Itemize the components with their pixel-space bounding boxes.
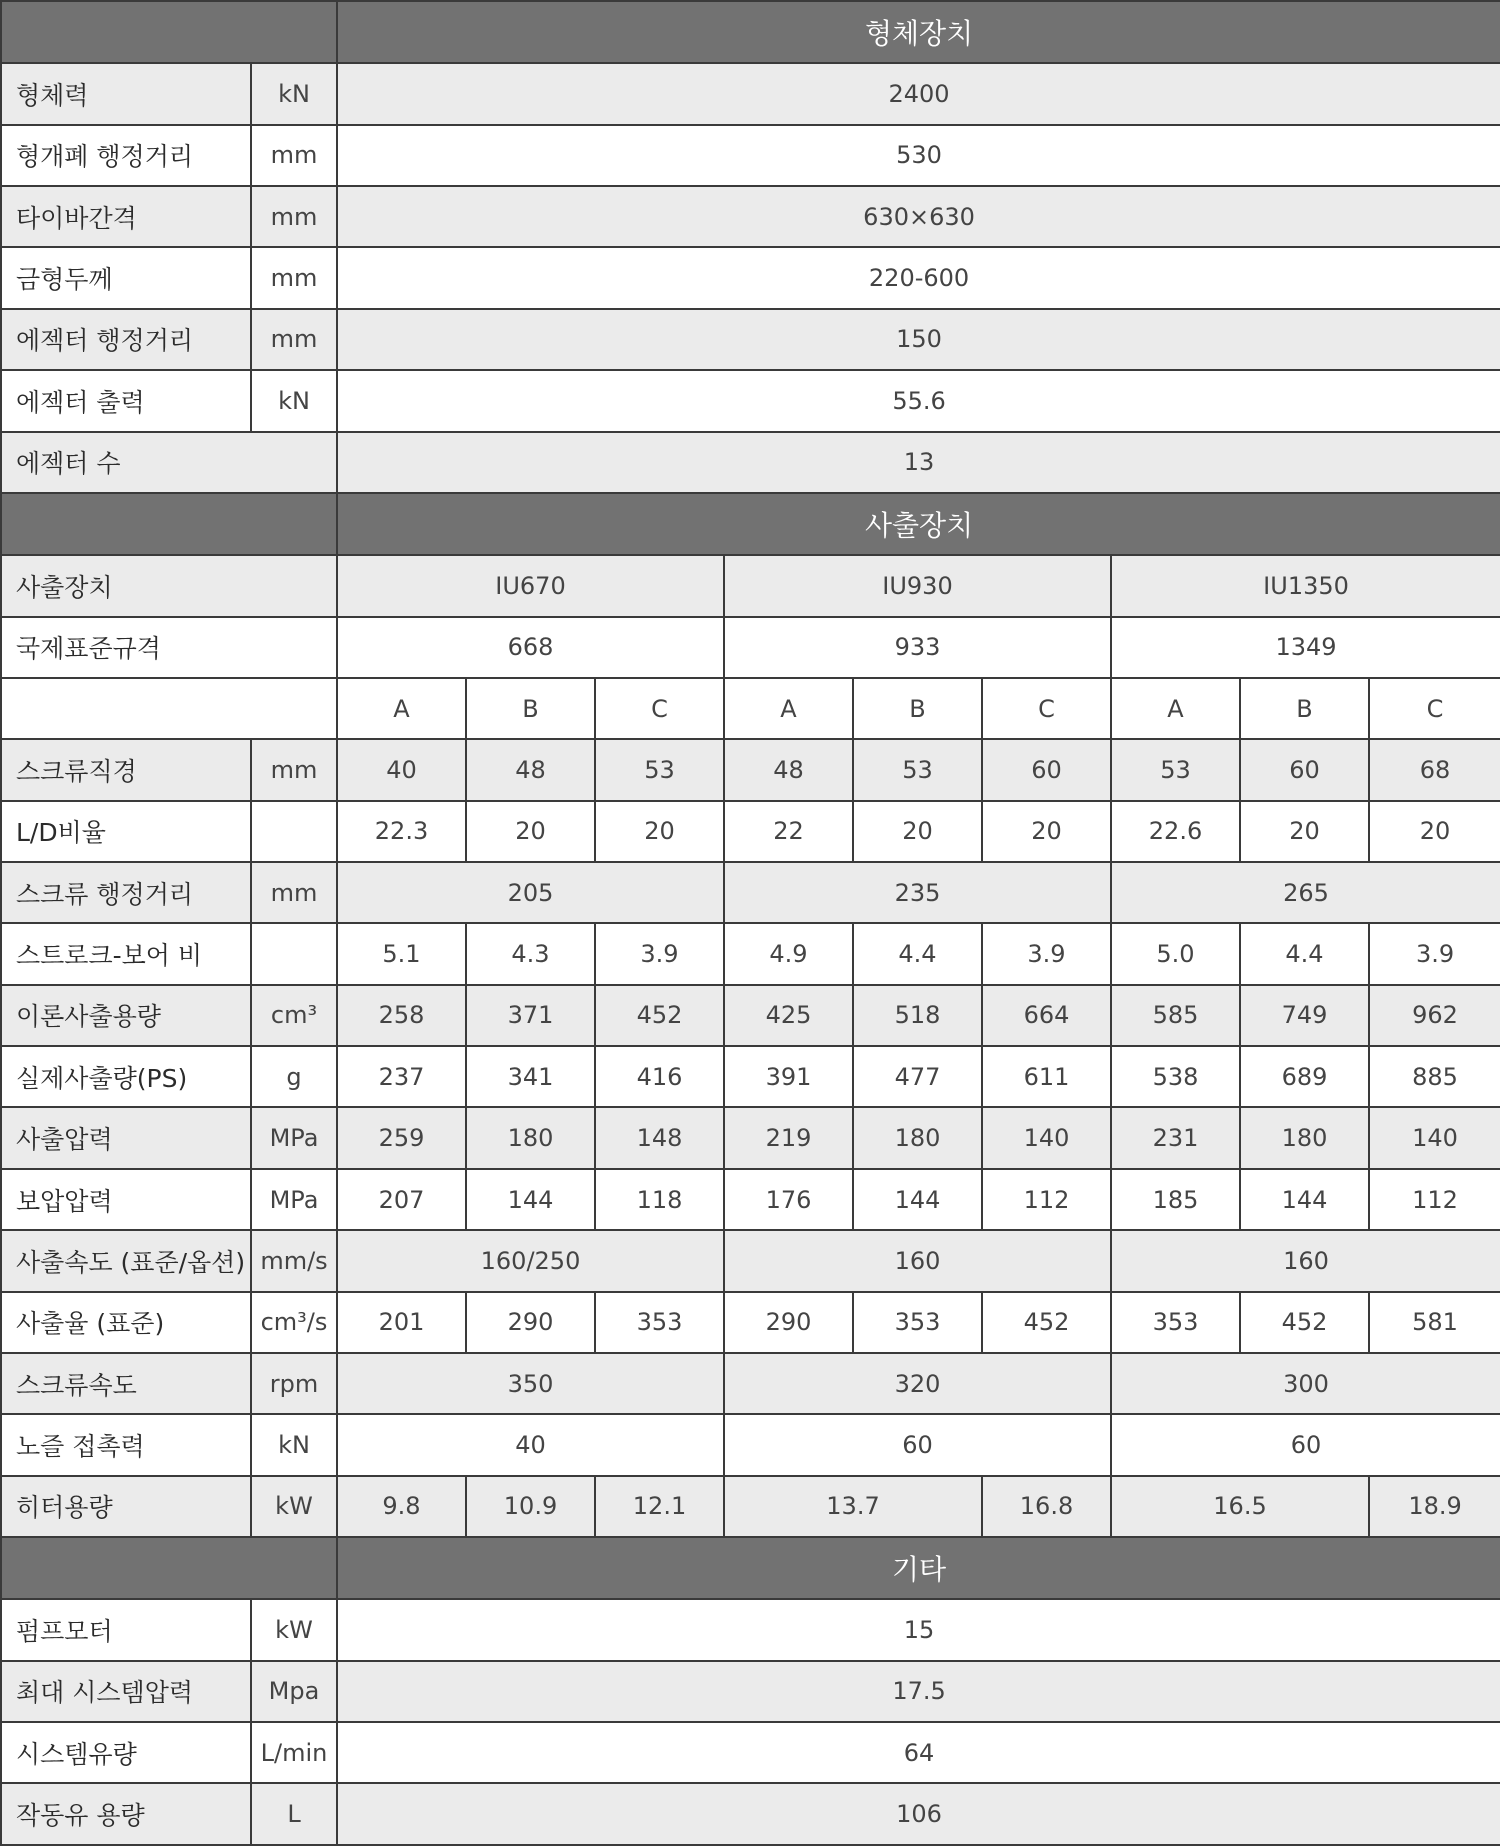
screw-type: C — [1369, 678, 1500, 739]
row-value: 630×630 — [337, 186, 1500, 247]
cell-value: 416 — [595, 1046, 724, 1107]
cell-value: 112 — [982, 1169, 1111, 1230]
row-unit: kW — [251, 1599, 337, 1660]
table-row — [1, 1169, 1500, 1230]
section-header-row — [1, 1537, 1500, 1599]
screw-type-blank — [1, 678, 337, 739]
cell-value: 60 — [982, 739, 1111, 800]
cell-value: 962 — [1369, 985, 1500, 1046]
row-unit: rpm — [251, 1353, 337, 1414]
table-row — [1, 125, 1500, 186]
row-label: 사출율 (표준) — [1, 1292, 251, 1353]
table-row — [1, 1046, 1500, 1107]
screw-type: A — [724, 678, 853, 739]
cell-value: 60 — [724, 1414, 1111, 1475]
cell-value: 3.9 — [595, 923, 724, 984]
row-label: 타이바간격 — [1, 186, 251, 247]
row-unit: mm/s — [251, 1230, 337, 1291]
table-row — [1, 985, 1500, 1046]
row-value: 13 — [337, 432, 1500, 493]
cell-value: 20 — [982, 801, 1111, 862]
table-row — [1, 1414, 1500, 1475]
row-unit: cm³ — [251, 985, 337, 1046]
row-value: 17.5 — [337, 1661, 1500, 1722]
row-unit: mm — [251, 309, 337, 370]
row-label: 이론사출용량 — [1, 985, 251, 1046]
cell-value: 477 — [853, 1046, 982, 1107]
section-header-blank — [1, 1537, 337, 1599]
row-unit: MPa — [251, 1107, 337, 1168]
cell-value: 22.3 — [337, 801, 466, 862]
cell-value: 290 — [724, 1292, 853, 1353]
cell-value: 180 — [466, 1107, 595, 1168]
cell-value: 22 — [724, 801, 853, 862]
row-label: 실제사출량(PS) — [1, 1046, 251, 1107]
cell-value: 3.9 — [1369, 923, 1500, 984]
row-label: 형개폐 행정거리 — [1, 125, 251, 186]
table-row — [1, 1661, 1500, 1722]
cell-value: 20 — [853, 801, 982, 862]
row-value: 150 — [337, 309, 1500, 370]
cell-value: 749 — [1240, 985, 1369, 1046]
cell-value: 16.8 — [982, 1476, 1111, 1537]
injection-unit-model: IU670 — [337, 555, 724, 616]
cell-value: 300 — [1111, 1353, 1500, 1414]
cell-value: 144 — [466, 1169, 595, 1230]
table-row — [1, 862, 1500, 923]
cell-value: 207 — [337, 1169, 466, 1230]
table-row — [1, 1722, 1500, 1783]
row-label: 에젝터 수 — [1, 432, 337, 493]
row-label: 작동유 용량 — [1, 1783, 251, 1845]
cell-value: 585 — [1111, 985, 1240, 1046]
cell-value: 538 — [1111, 1046, 1240, 1107]
row-label: 보압압력 — [1, 1169, 251, 1230]
cell-value: 353 — [595, 1292, 724, 1353]
row-unit: Mpa — [251, 1661, 337, 1722]
cell-value: 219 — [724, 1107, 853, 1168]
row-unit: kN — [251, 370, 337, 431]
cell-value: 20 — [595, 801, 724, 862]
cell-value: 144 — [1240, 1169, 1369, 1230]
iso-value: 668 — [337, 617, 724, 678]
row-value: 55.6 — [337, 370, 1500, 431]
row-unit: L/min — [251, 1722, 337, 1783]
cell-value: 4.4 — [853, 923, 982, 984]
screw-type-row — [1, 678, 1500, 739]
row-unit: L — [251, 1783, 337, 1845]
row-value: 106 — [337, 1783, 1500, 1845]
row-unit: g — [251, 1046, 337, 1107]
row-label: 사출압력 — [1, 1107, 251, 1168]
row-label: 스크류속도 — [1, 1353, 251, 1414]
iso-value: 1349 — [1111, 617, 1500, 678]
cell-value: 235 — [724, 862, 1111, 923]
cell-value: 371 — [466, 985, 595, 1046]
table-row — [1, 432, 1500, 493]
cell-value: 611 — [982, 1046, 1111, 1107]
section-header-blank — [1, 1, 337, 63]
cell-value: 4.9 — [724, 923, 853, 984]
cell-value: 689 — [1240, 1046, 1369, 1107]
table-row — [1, 1107, 1500, 1168]
cell-value: 53 — [595, 739, 724, 800]
cell-value: 60 — [1111, 1414, 1500, 1475]
row-label: L/D비율 — [1, 801, 251, 862]
screw-type: A — [1111, 678, 1240, 739]
row-value: 64 — [337, 1722, 1500, 1783]
cell-value: 350 — [337, 1353, 724, 1414]
row-unit: kN — [251, 63, 337, 124]
row-label: 스크류직경 — [1, 739, 251, 800]
cell-value: 237 — [337, 1046, 466, 1107]
cell-value: 160 — [1111, 1230, 1500, 1291]
table-row — [1, 801, 1500, 862]
row-label: 에젝터 출력 — [1, 370, 251, 431]
row-unit — [251, 923, 337, 984]
cell-value: 22.6 — [1111, 801, 1240, 862]
row-value: 220-600 — [337, 247, 1500, 308]
row-label: 스트로크-보어 비 — [1, 923, 251, 984]
cell-value: 452 — [1240, 1292, 1369, 1353]
cell-value: 452 — [595, 985, 724, 1046]
table-row — [1, 1230, 1500, 1291]
row-label: 금형두께 — [1, 247, 251, 308]
cell-value: 4.4 — [1240, 923, 1369, 984]
cell-value: 290 — [466, 1292, 595, 1353]
cell-value: 185 — [1111, 1169, 1240, 1230]
row-unit: kW — [251, 1476, 337, 1537]
cell-value: 180 — [853, 1107, 982, 1168]
cell-value: 20 — [1240, 801, 1369, 862]
table-row — [1, 370, 1500, 431]
screw-type: B — [466, 678, 595, 739]
cell-value: 518 — [853, 985, 982, 1046]
cell-value: 201 — [337, 1292, 466, 1353]
row-unit: mm — [251, 125, 337, 186]
row-unit: MPa — [251, 1169, 337, 1230]
cell-value: 12.1 — [595, 1476, 724, 1537]
row-unit: cm³/s — [251, 1292, 337, 1353]
cell-value: 20 — [1369, 801, 1500, 862]
row-unit — [251, 801, 337, 862]
row-label: 스크류 행정거리 — [1, 862, 251, 923]
cell-value: 452 — [982, 1292, 1111, 1353]
screw-type: A — [337, 678, 466, 739]
row-unit: mm — [251, 739, 337, 800]
row-label: 에젝터 행정거리 — [1, 309, 251, 370]
cell-value: 258 — [337, 985, 466, 1046]
row-label: 국제표준규격 — [1, 617, 337, 678]
cell-value: 425 — [724, 985, 853, 1046]
iso-standard-row — [1, 617, 1500, 678]
cell-value: 18.9 — [1369, 1476, 1500, 1537]
cell-value: 664 — [982, 985, 1111, 1046]
section-header-row — [1, 493, 1500, 555]
cell-value: 391 — [724, 1046, 853, 1107]
row-value: 15 — [337, 1599, 1500, 1660]
cell-value: 140 — [982, 1107, 1111, 1168]
screw-type: C — [982, 678, 1111, 739]
section-header-row — [1, 1, 1500, 63]
cell-value: 885 — [1369, 1046, 1500, 1107]
cell-value: 320 — [724, 1353, 1111, 1414]
table-row — [1, 247, 1500, 308]
row-label: 히터용량 — [1, 1476, 251, 1537]
cell-value: 40 — [337, 739, 466, 800]
table-row — [1, 63, 1500, 124]
cell-value: 140 — [1369, 1107, 1500, 1168]
cell-value: 5.0 — [1111, 923, 1240, 984]
cell-value: 176 — [724, 1169, 853, 1230]
table-row — [1, 186, 1500, 247]
table-row — [1, 309, 1500, 370]
screw-type: B — [853, 678, 982, 739]
cell-value: 144 — [853, 1169, 982, 1230]
row-value: 530 — [337, 125, 1500, 186]
table-row — [1, 739, 1500, 800]
cell-value: 259 — [337, 1107, 466, 1168]
row-unit: mm — [251, 186, 337, 247]
cell-value: 40 — [337, 1414, 724, 1475]
cell-value: 68 — [1369, 739, 1500, 800]
section-header-blank — [1, 493, 337, 555]
row-unit: kN — [251, 1414, 337, 1475]
section-title: 형체장치 — [337, 1, 1500, 63]
cell-value: 16.5 — [1111, 1476, 1369, 1537]
cell-value: 53 — [1111, 739, 1240, 800]
cell-value: 10.9 — [466, 1476, 595, 1537]
injection-unit-row — [1, 555, 1500, 616]
cell-value: 581 — [1369, 1292, 1500, 1353]
injection-unit-model: IU1350 — [1111, 555, 1500, 616]
row-label: 사출장치 — [1, 555, 337, 616]
cell-value: 205 — [337, 862, 724, 923]
table-row — [1, 923, 1500, 984]
cell-value: 160 — [724, 1230, 1111, 1291]
cell-value: 3.9 — [982, 923, 1111, 984]
cell-value: 341 — [466, 1046, 595, 1107]
row-unit: mm — [251, 247, 337, 308]
cell-value: 180 — [1240, 1107, 1369, 1168]
table-row — [1, 1783, 1500, 1845]
cell-value: 265 — [1111, 862, 1500, 923]
row-label: 형체력 — [1, 63, 251, 124]
cell-value: 48 — [724, 739, 853, 800]
section-title: 기타 — [337, 1537, 1500, 1599]
cell-value: 160/250 — [337, 1230, 724, 1291]
cell-value: 9.8 — [337, 1476, 466, 1537]
row-label: 노즐 접촉력 — [1, 1414, 251, 1475]
cell-value: 4.3 — [466, 923, 595, 984]
row-label: 사출속도 (표준/옵션) — [1, 1230, 251, 1291]
table-row — [1, 1353, 1500, 1414]
cell-value: 48 — [466, 739, 595, 800]
section-title: 사출장치 — [337, 493, 1500, 555]
cell-value: 148 — [595, 1107, 724, 1168]
row-unit: mm — [251, 862, 337, 923]
row-label: 시스템유량 — [1, 1722, 251, 1783]
cell-value: 13.7 — [724, 1476, 982, 1537]
screw-type: C — [595, 678, 724, 739]
table-row — [1, 1292, 1500, 1353]
cell-value: 20 — [466, 801, 595, 862]
screw-type: B — [1240, 678, 1369, 739]
table-row — [1, 1599, 1500, 1660]
cell-value: 118 — [595, 1169, 724, 1230]
injection-unit-model: IU930 — [724, 555, 1111, 616]
row-label: 펌프모터 — [1, 1599, 251, 1660]
cell-value: 53 — [853, 739, 982, 800]
cell-value: 353 — [853, 1292, 982, 1353]
cell-value: 353 — [1111, 1292, 1240, 1353]
row-value: 2400 — [337, 63, 1500, 124]
cell-value: 5.1 — [337, 923, 466, 984]
cell-value: 231 — [1111, 1107, 1240, 1168]
table-row — [1, 1476, 1500, 1537]
cell-value: 60 — [1240, 739, 1369, 800]
iso-value: 933 — [724, 617, 1111, 678]
row-label: 최대 시스템압력 — [1, 1661, 251, 1722]
cell-value: 112 — [1369, 1169, 1500, 1230]
